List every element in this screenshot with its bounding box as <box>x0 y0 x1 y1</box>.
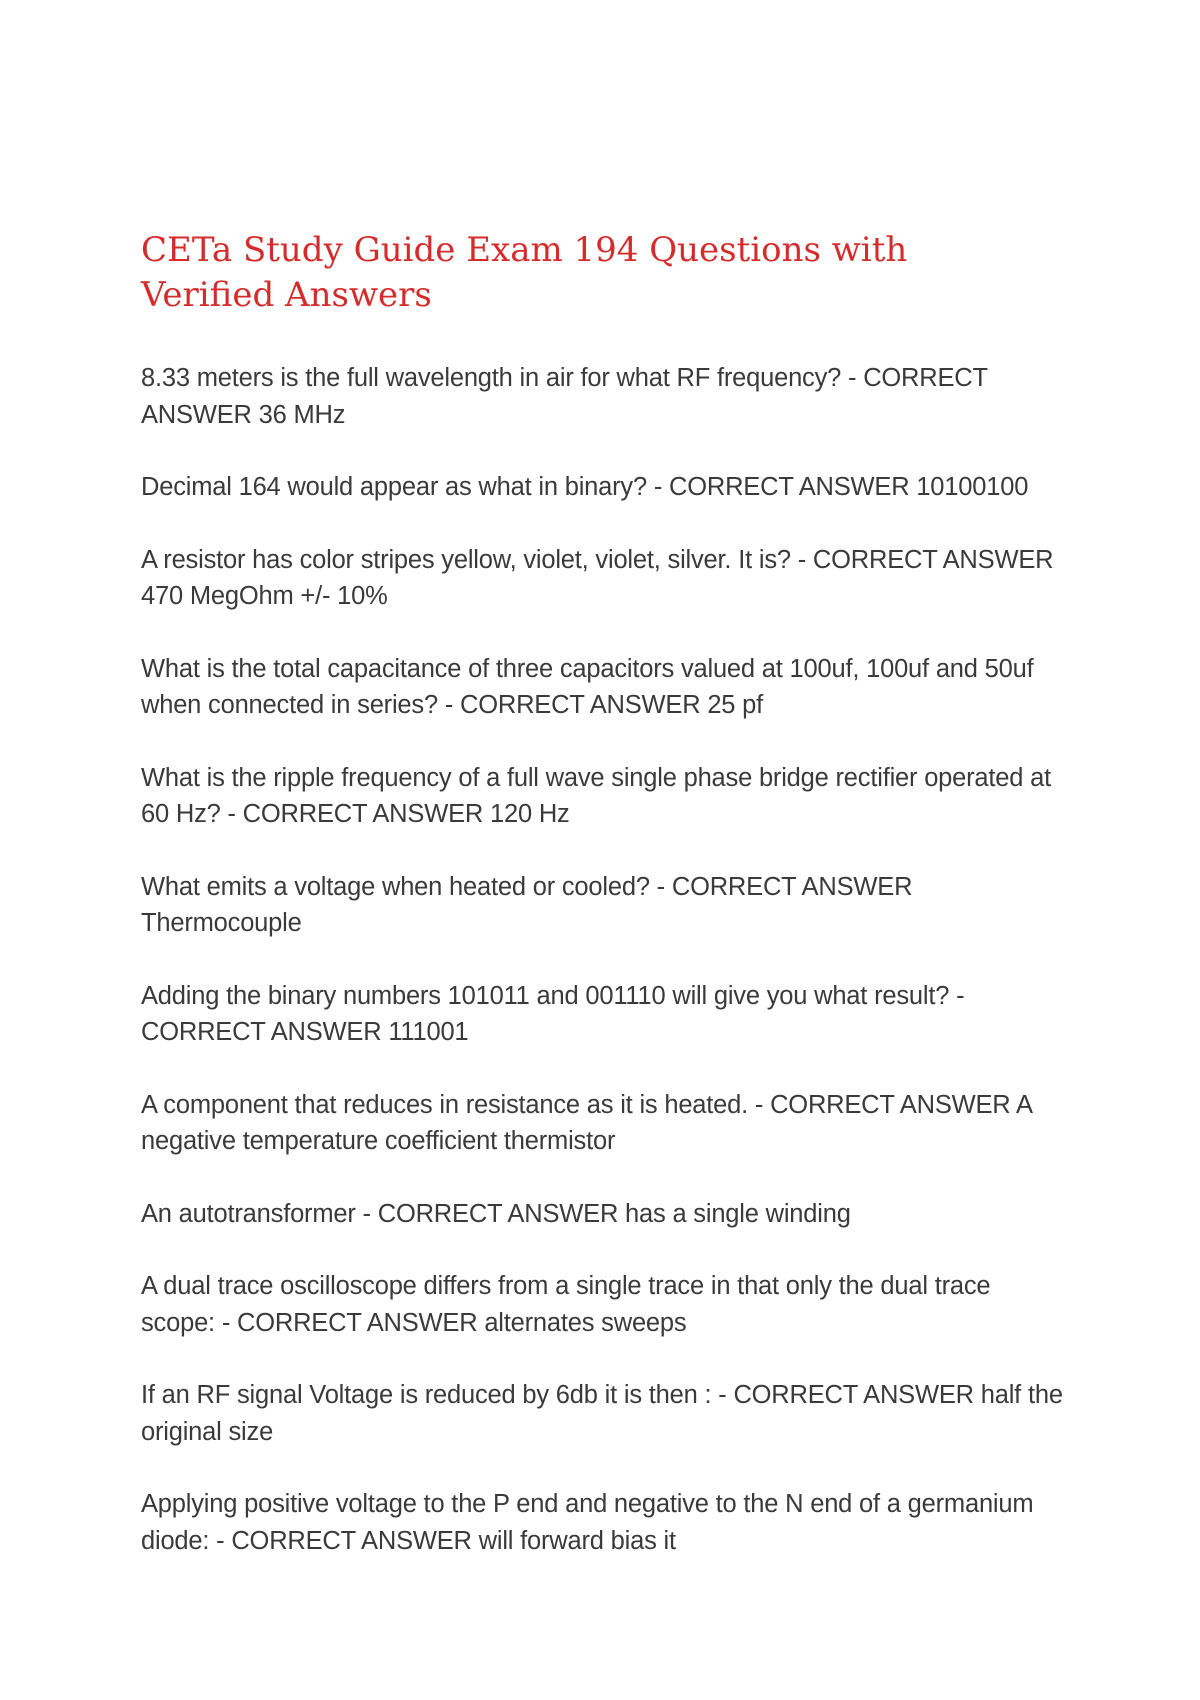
question-text: What is the ripple frequency of a full wave single phase bridge rectifier operated at 60 Hz? <box>141 763 1052 828</box>
answer-label: CORRECT ANSWER <box>242 800 484 828</box>
answer-label: CORRECT ANSWER <box>460 691 701 719</box>
qa-item <box>141 1377 1071 1450</box>
answer-label: CORRECT ANSWER <box>141 364 988 429</box>
qa-text <box>141 469 1071 506</box>
document-page <box>141 228 1071 1595</box>
question-text: What emits a voltage when heated or cooled? <box>141 872 650 901</box>
qa-item <box>141 1486 1071 1559</box>
answer-separator: - <box>437 691 461 719</box>
answer-label: CORRECT ANSWER <box>671 872 913 901</box>
answer-label: CORRECT ANSWER <box>237 1308 478 1337</box>
answer-text: A negative temperature coefficient thermistor <box>141 1090 1032 1155</box>
qa-text <box>141 1087 1071 1160</box>
qa-text <box>141 1377 1071 1450</box>
answer-text: 470 MegOhm +/- 10% <box>141 582 388 610</box>
answer-text: 10100100 <box>916 473 1029 501</box>
answer-text: half the original size <box>141 1381 1063 1446</box>
answer-text: 36 MHz <box>258 400 346 429</box>
answer-label: CORRECT ANSWER <box>141 1018 382 1046</box>
document-title: CETa Study Guide Exam 194 Questions with Verified Answers <box>141 230 908 315</box>
qa-item <box>141 760 1071 833</box>
qa-text <box>141 360 1071 433</box>
answer-label: CORRECT ANSWER <box>812 545 1054 574</box>
answer-separator: - <box>748 1090 771 1119</box>
answer-text: has a single winding <box>625 1199 851 1228</box>
qa-item <box>141 1268 1071 1341</box>
answer-separator: - <box>649 872 672 901</box>
question-text: A resistor has color stripes yellow, violet, violet, silver. It is? <box>141 545 791 574</box>
qa-text <box>141 869 1071 942</box>
answer-text: 111001 <box>388 1018 469 1046</box>
answer-separator: - <box>220 800 243 828</box>
qa-item <box>141 1196 1071 1233</box>
question-text: Applying positive voltage to the P end and negative to the N end of a germanium diode: <box>141 1490 1034 1555</box>
qa-text <box>141 1268 1071 1341</box>
answer-text: Thermocouple <box>141 909 302 937</box>
answer-text: 25 pf <box>707 691 764 719</box>
question-text: What is the total capacitance of three capacitors valued at 100uf, 100uf and 50uf when connected in series? <box>141 654 1034 719</box>
answer-separator: - <box>841 364 864 392</box>
qa-text <box>141 1196 1071 1233</box>
question-text: 8.33 meters is the full wavelength in air for what RF frequency? <box>141 364 842 392</box>
question-text: A dual trace oscilloscope differs from a single trace in that only the dual trace scope: <box>141 1272 991 1337</box>
qa-text <box>141 651 1071 724</box>
qa-item <box>141 1087 1071 1160</box>
answer-label: CORRECT ANSWER <box>733 1381 974 1409</box>
question-text: A component that reduces in resistance as it is heated. <box>141 1090 749 1119</box>
qa-list <box>141 360 1071 1559</box>
qa-item <box>141 651 1071 724</box>
qa-text <box>141 978 1071 1051</box>
qa-text <box>141 542 1071 615</box>
answer-text: alternates sweeps <box>484 1308 687 1337</box>
qa-item <box>141 869 1071 942</box>
question-text: If an RF signal Voltage is reduced by 6db it is then : <box>141 1381 712 1409</box>
answer-separator: - <box>355 1199 378 1228</box>
answer-separator: - <box>790 545 813 574</box>
answer-separator: - <box>711 1381 734 1409</box>
qa-text <box>141 1486 1071 1559</box>
qa-item <box>141 542 1071 615</box>
question-text: Adding the binary numbers 101011 and 001110 will give you what result? <box>141 981 950 1010</box>
qa-item <box>141 360 1071 433</box>
answer-separator: - <box>214 1308 237 1337</box>
answer-label: CORRECT ANSWER <box>231 1526 472 1555</box>
answer-text: will forward bias it <box>478 1526 676 1555</box>
answer-label: CORRECT ANSWER <box>377 1199 619 1228</box>
qa-text <box>141 760 1071 833</box>
question-text: An autotransformer <box>141 1199 356 1228</box>
answer-label: CORRECT ANSWER <box>669 473 910 501</box>
answer-separator: - <box>209 1526 232 1555</box>
answer-text: 120 Hz <box>489 800 570 828</box>
answer-separator: - <box>646 473 670 501</box>
answer-label: CORRECT ANSWER <box>770 1090 1011 1119</box>
question-text: Decimal 164 would appear as what in binary? <box>141 473 647 501</box>
answer-separator: - <box>949 981 965 1010</box>
qa-item <box>141 469 1071 506</box>
qa-item <box>141 978 1071 1051</box>
